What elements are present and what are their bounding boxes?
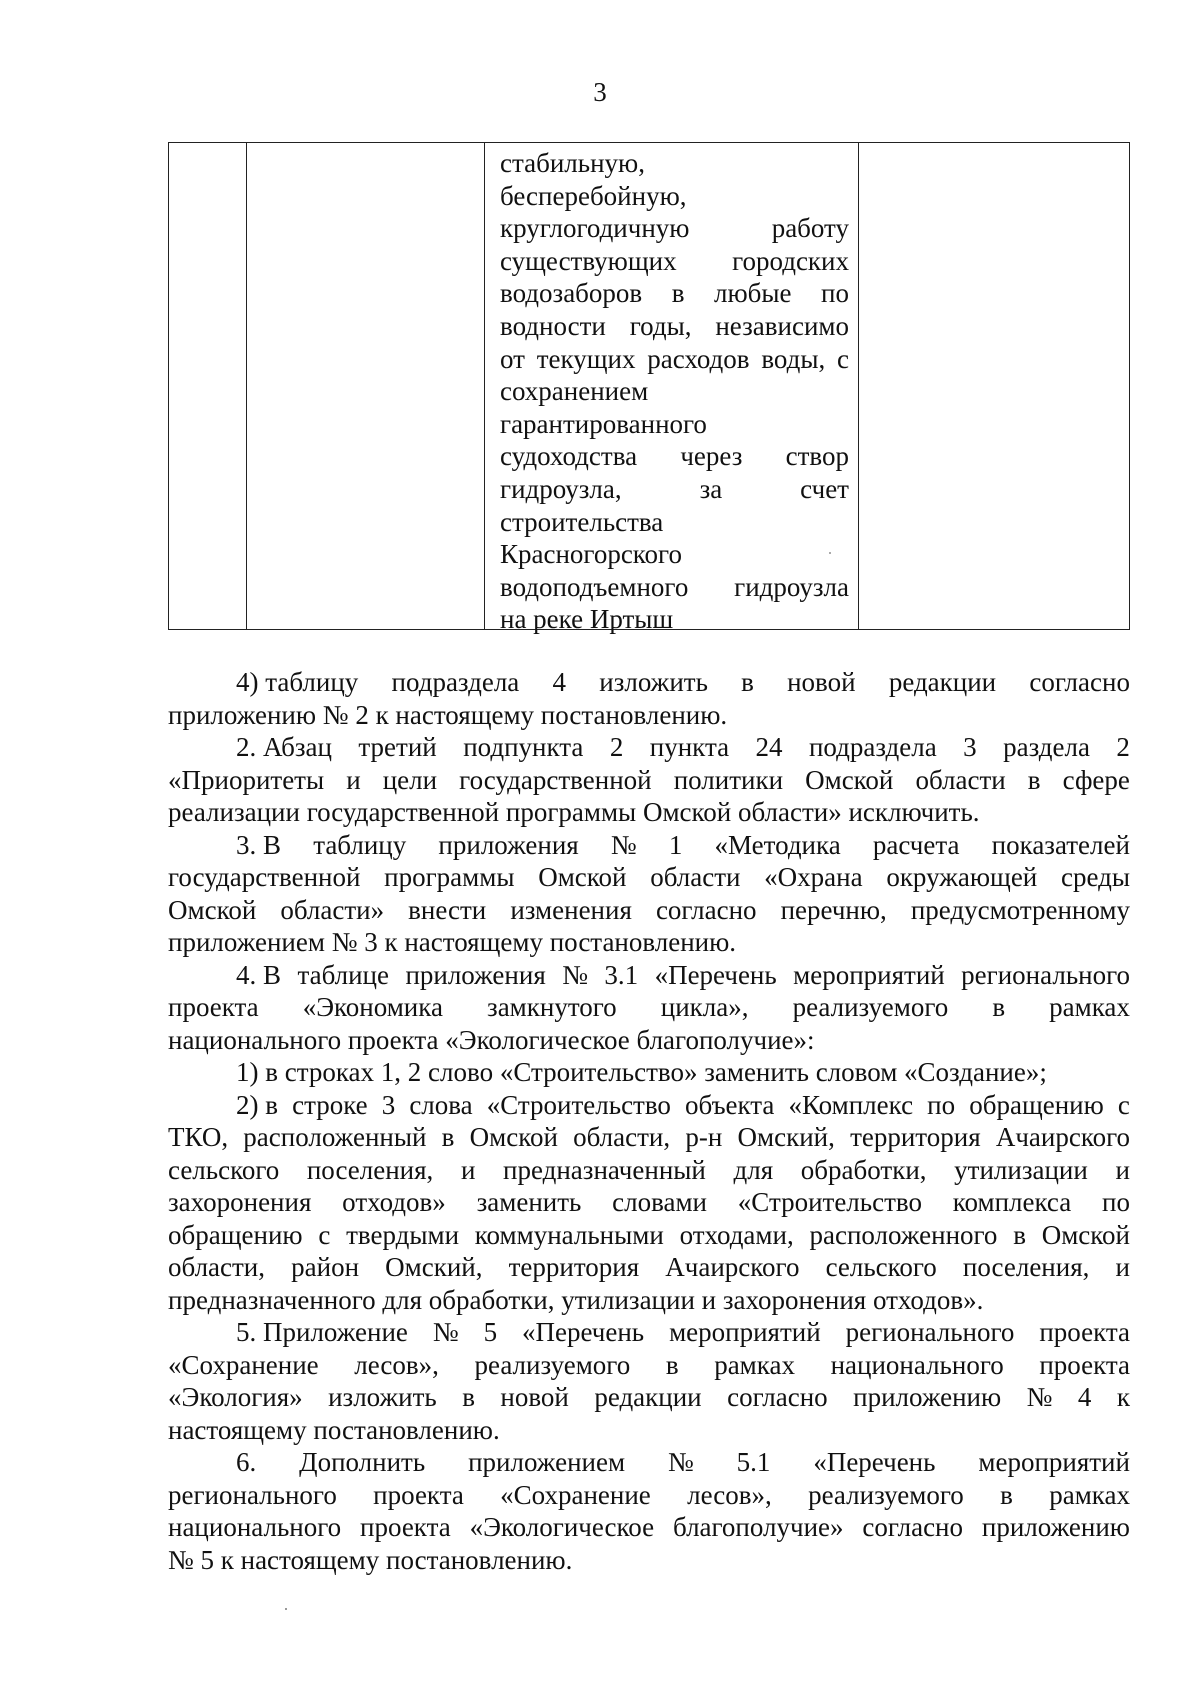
word: подраздела bbox=[391, 667, 520, 697]
word: Омский, bbox=[385, 1252, 483, 1282]
word: в bbox=[741, 667, 754, 697]
word: № bbox=[1026, 1382, 1053, 1412]
word: по bbox=[927, 1089, 956, 1120]
word: лесов», bbox=[687, 1479, 772, 1510]
word: Омской bbox=[538, 862, 627, 892]
table-column-divider bbox=[484, 143, 485, 629]
paragraph-line bbox=[168, 1544, 1130, 1577]
word: и bbox=[1115, 1252, 1130, 1282]
paragraph-line bbox=[168, 1511, 1130, 1544]
word: городских bbox=[732, 245, 849, 276]
paragraph bbox=[168, 1316, 1130, 1446]
word: 1) в строках 1, 2 слово «Строительство» заменить словом «Создание»; bbox=[236, 1057, 1047, 1087]
word: створ bbox=[785, 441, 849, 472]
word: от bbox=[500, 343, 525, 374]
word: приложения bbox=[438, 829, 579, 860]
word: Омской bbox=[469, 1122, 558, 1152]
word: работу bbox=[771, 213, 849, 244]
word: обработки, bbox=[800, 1154, 927, 1185]
word: в bbox=[462, 1382, 475, 1412]
continued-table bbox=[168, 142, 1130, 635]
table-column-divider bbox=[858, 143, 859, 629]
word: к bbox=[1116, 1382, 1130, 1412]
word: существующих bbox=[500, 245, 677, 276]
word: по bbox=[821, 278, 849, 309]
word: благополучие» bbox=[673, 1512, 844, 1542]
word: с bbox=[318, 1219, 331, 1250]
word: цикла», bbox=[660, 992, 749, 1022]
paragraph-line bbox=[168, 666, 1130, 699]
word: «Строительство bbox=[486, 1089, 671, 1120]
word: 2. Абзац bbox=[236, 732, 332, 762]
word: приложению bbox=[853, 1382, 1002, 1412]
word: регионального bbox=[168, 1479, 337, 1510]
table-cell-line bbox=[500, 473, 849, 506]
word: Ачаирского bbox=[995, 1122, 1130, 1152]
word: сельского bbox=[825, 1252, 937, 1282]
word: водности bbox=[500, 310, 606, 341]
word: гарантированного bbox=[500, 408, 707, 439]
paragraph bbox=[168, 666, 1130, 731]
word: 3 bbox=[381, 1089, 396, 1120]
word: отходами, bbox=[679, 1219, 794, 1250]
word: реализации государственной программы Омской области» исключить. bbox=[168, 797, 980, 827]
paragraph-line bbox=[168, 796, 1130, 829]
word: 6. bbox=[236, 1447, 257, 1477]
word: государственной bbox=[168, 862, 361, 892]
paragraph-line bbox=[168, 1479, 1130, 1512]
word: 4 bbox=[1077, 1382, 1092, 1412]
word: гидроузла, bbox=[500, 473, 622, 504]
word: в bbox=[665, 1349, 679, 1380]
table-cell-line bbox=[500, 310, 849, 343]
word: Омский, bbox=[737, 1122, 835, 1152]
word: показателей bbox=[991, 829, 1130, 860]
word: внести bbox=[408, 894, 487, 925]
word: предназначенного для обработки, утилизации и захоронения отходов». bbox=[168, 1284, 984, 1315]
word: области, bbox=[573, 1122, 671, 1152]
word: № bbox=[610, 829, 637, 860]
word: водоподъемного bbox=[500, 571, 689, 602]
word: замкнутого bbox=[487, 992, 617, 1022]
word: с bbox=[1117, 1089, 1130, 1120]
paragraph bbox=[168, 1089, 1130, 1317]
scan-speck bbox=[285, 1608, 287, 1610]
paragraph-line bbox=[168, 1089, 1130, 1122]
word: территория bbox=[850, 1122, 981, 1152]
word: «Сохранение bbox=[168, 1349, 319, 1380]
word: редакции bbox=[888, 667, 997, 697]
word: Красногорского bbox=[500, 539, 682, 570]
word: раздела bbox=[1003, 732, 1090, 762]
word: программы bbox=[384, 862, 515, 892]
paragraph-line bbox=[168, 959, 1130, 992]
paragraph-line bbox=[168, 1121, 1130, 1154]
word: с bbox=[837, 343, 849, 374]
word: 2) в bbox=[236, 1089, 278, 1120]
word: в bbox=[1013, 1219, 1026, 1250]
word: поселения, bbox=[306, 1154, 434, 1185]
word: Омской bbox=[1041, 1219, 1130, 1250]
word: рамках bbox=[714, 1349, 795, 1380]
word: 4 bbox=[552, 667, 567, 697]
word: области bbox=[650, 862, 741, 892]
table-cell-line bbox=[500, 375, 849, 408]
word: «Перечень bbox=[813, 1447, 936, 1477]
word: через bbox=[680, 441, 743, 472]
table-cell-line bbox=[500, 212, 849, 245]
word: сфере bbox=[1062, 764, 1130, 795]
word: в bbox=[441, 1122, 455, 1152]
word: согласно bbox=[727, 1382, 828, 1412]
word: № bbox=[562, 959, 588, 990]
word: отходов» bbox=[342, 1187, 446, 1217]
paragraph bbox=[168, 1056, 1130, 1089]
word: 3 bbox=[963, 732, 977, 762]
word: приложением № 3 к настоящему постановлению. bbox=[168, 927, 737, 957]
word: мероприятий bbox=[669, 1317, 821, 1347]
word: настоящему постановлению. bbox=[168, 1414, 500, 1445]
word: изложить bbox=[599, 667, 708, 697]
word: счет bbox=[800, 473, 849, 504]
word: реализуемого bbox=[474, 1349, 631, 1380]
word: расположенный bbox=[243, 1122, 427, 1152]
word: и bbox=[346, 764, 361, 795]
word: таблице bbox=[297, 959, 389, 990]
table-cell-line bbox=[500, 277, 849, 310]
word: расходов bbox=[647, 343, 750, 374]
word: р-н bbox=[685, 1122, 723, 1152]
table-column-divider bbox=[246, 143, 247, 629]
table-cell-line bbox=[500, 147, 849, 180]
word: третий bbox=[358, 732, 437, 762]
word: строке bbox=[292, 1089, 368, 1120]
paragraph bbox=[168, 829, 1130, 959]
paragraph-line bbox=[168, 1024, 1130, 1057]
word: текущих bbox=[536, 343, 636, 374]
word: любые bbox=[713, 278, 792, 309]
scan-speck bbox=[829, 552, 831, 554]
table-cell-line bbox=[500, 245, 849, 278]
word: «Сохранение bbox=[500, 1479, 651, 1510]
word: коммунальными bbox=[474, 1219, 664, 1250]
word: регионального bbox=[961, 959, 1130, 990]
word: проекта bbox=[1039, 1349, 1130, 1380]
table-cell-line bbox=[500, 343, 849, 376]
word: № bbox=[432, 1317, 459, 1347]
paragraph-line bbox=[168, 894, 1130, 927]
paragraph-line bbox=[168, 1349, 1130, 1382]
word: утилизации bbox=[954, 1154, 1088, 1185]
word: по bbox=[1102, 1187, 1130, 1217]
word: № bbox=[667, 1447, 694, 1477]
word: пункта bbox=[649, 732, 730, 762]
paragraph-line bbox=[168, 829, 1130, 862]
word: «Строительство bbox=[737, 1187, 922, 1217]
word: водозаборов bbox=[500, 278, 643, 309]
word: словами bbox=[612, 1187, 707, 1217]
table-cell-line bbox=[500, 506, 849, 539]
word: № 5 к настоящему постановлению. bbox=[168, 1544, 573, 1575]
word: обращению bbox=[969, 1089, 1104, 1120]
word: 4. В bbox=[236, 959, 282, 990]
word: национального bbox=[168, 1512, 342, 1542]
word: твердыми bbox=[346, 1219, 460, 1250]
word: проекта bbox=[360, 1512, 451, 1542]
paragraph-line bbox=[168, 991, 1130, 1024]
word: «Перечень bbox=[654, 959, 777, 990]
word: регионального bbox=[845, 1317, 1015, 1347]
word: «Перечень bbox=[522, 1317, 645, 1347]
word: области» bbox=[280, 894, 385, 925]
paragraph-line bbox=[168, 1251, 1130, 1284]
word: судоходства bbox=[500, 441, 638, 472]
table-cell-line bbox=[500, 571, 849, 604]
word: области, bbox=[168, 1252, 266, 1282]
word: в bbox=[1027, 764, 1041, 795]
word: в bbox=[992, 992, 1006, 1022]
paragraph-line bbox=[168, 699, 1130, 732]
word: в bbox=[671, 278, 685, 309]
word: сохранением bbox=[500, 376, 649, 407]
word: «Экологическое bbox=[469, 1512, 655, 1542]
word: 5 bbox=[483, 1317, 498, 1347]
word: предназначенный bbox=[503, 1154, 706, 1185]
word: новой bbox=[500, 1382, 569, 1412]
paragraph bbox=[168, 1446, 1130, 1576]
word: 3.1 bbox=[604, 959, 639, 990]
word: «Комплекс bbox=[788, 1089, 914, 1120]
word: таблицу bbox=[313, 829, 407, 860]
word: проекта bbox=[1039, 1317, 1130, 1347]
word: район bbox=[291, 1252, 360, 1282]
word: для bbox=[733, 1154, 774, 1185]
word: объекта bbox=[685, 1089, 775, 1120]
word: изложить bbox=[328, 1382, 437, 1412]
word: воды, bbox=[761, 343, 826, 374]
word: области bbox=[915, 764, 1006, 795]
word: Омской bbox=[168, 894, 257, 925]
word: 5. Приложение bbox=[236, 1317, 408, 1347]
word: строительства bbox=[500, 506, 664, 537]
word: за bbox=[699, 473, 723, 504]
word: комплекса bbox=[952, 1187, 1072, 1217]
word: приложения bbox=[405, 959, 546, 990]
word: 5.1 bbox=[736, 1447, 771, 1477]
word: 24 bbox=[755, 732, 783, 762]
word: гидроузла bbox=[734, 571, 849, 602]
word: «Охрана bbox=[764, 862, 863, 892]
document-body bbox=[168, 666, 1130, 1576]
paragraph-line bbox=[168, 731, 1130, 764]
word: приложению bbox=[981, 1512, 1130, 1542]
word: редакции bbox=[594, 1382, 702, 1412]
paragraph-line bbox=[168, 1446, 1130, 1479]
paragraph-line bbox=[168, 1414, 1130, 1447]
paragraph bbox=[168, 731, 1130, 829]
word: расположенного bbox=[809, 1219, 998, 1250]
word: среды bbox=[1060, 862, 1130, 892]
word: «Экономика bbox=[302, 992, 443, 1022]
word: проекта bbox=[168, 992, 259, 1022]
word: мероприятий bbox=[978, 1447, 1130, 1477]
word: в bbox=[1000, 1479, 1013, 1510]
word: Ачаирского bbox=[665, 1252, 800, 1282]
word: подпункта bbox=[463, 732, 584, 762]
word: государственной bbox=[459, 764, 652, 795]
word: рамках bbox=[1049, 992, 1130, 1022]
word: согласно bbox=[862, 1512, 963, 1542]
word: 4) таблицу bbox=[236, 667, 359, 697]
paragraph-line bbox=[168, 1219, 1130, 1252]
word: лесов», bbox=[354, 1349, 439, 1380]
word: Омской bbox=[805, 764, 894, 795]
word: 1 bbox=[668, 829, 683, 860]
word: Дополнить bbox=[299, 1447, 426, 1477]
word: 2 bbox=[1116, 732, 1130, 762]
word: перечню, bbox=[780, 894, 887, 925]
word: ТКО, bbox=[168, 1122, 229, 1152]
word: «Методика bbox=[714, 829, 841, 860]
paragraph-line bbox=[168, 1316, 1130, 1349]
word: реализуемого bbox=[808, 1479, 964, 1510]
table-cell-line bbox=[500, 440, 849, 473]
word: цели bbox=[382, 764, 438, 795]
word: 3. В bbox=[236, 829, 282, 860]
table-cell-line bbox=[500, 538, 849, 571]
word: рамках bbox=[1049, 1479, 1130, 1510]
word: предусмотренному bbox=[910, 894, 1130, 925]
word: на реке Иртыш bbox=[500, 604, 674, 635]
paragraph-line bbox=[168, 1381, 1130, 1414]
word: территория bbox=[508, 1252, 640, 1282]
page-number: 3 bbox=[593, 77, 607, 107]
paragraph-line bbox=[168, 1154, 1130, 1187]
word: новой bbox=[787, 667, 856, 697]
word: реализуемого bbox=[792, 992, 949, 1022]
table-cell-line bbox=[500, 180, 849, 213]
word: слова bbox=[409, 1089, 473, 1120]
word: поселения, bbox=[962, 1252, 1090, 1282]
word: окружающей bbox=[886, 862, 1038, 892]
word: подраздела bbox=[808, 732, 937, 762]
word: годы, bbox=[629, 310, 692, 341]
word: «Экология» bbox=[168, 1382, 303, 1412]
paragraph-line bbox=[168, 1186, 1130, 1219]
table-cell-line bbox=[500, 408, 849, 441]
word: сельского bbox=[168, 1154, 280, 1185]
word: заменить bbox=[476, 1187, 582, 1217]
table-cell-text bbox=[500, 147, 849, 636]
word: приложению № 2 к настоящему постановлению. bbox=[168, 699, 728, 730]
word: и bbox=[460, 1154, 476, 1185]
word: «Приоритеты bbox=[168, 764, 325, 795]
table-cell-line bbox=[500, 603, 849, 636]
paragraph-line bbox=[168, 926, 1130, 959]
word: бесперебойную, bbox=[500, 180, 687, 211]
word: независимо bbox=[715, 310, 849, 341]
word: стабильную, bbox=[500, 148, 645, 178]
paragraph-line bbox=[168, 1284, 1130, 1317]
word: национального проекта «Экологическое благополучие»: bbox=[168, 1024, 815, 1055]
word: захоронения bbox=[168, 1187, 312, 1217]
paragraph-line bbox=[168, 861, 1130, 894]
word: изменения bbox=[510, 894, 632, 925]
word: расчета bbox=[872, 829, 960, 860]
paragraph bbox=[168, 959, 1130, 1057]
word: обращению bbox=[168, 1219, 303, 1250]
word: мероприятий bbox=[793, 959, 945, 990]
word: круглогодичную bbox=[500, 213, 690, 244]
paragraph-line bbox=[168, 764, 1130, 797]
word: приложением bbox=[468, 1447, 626, 1477]
word: согласно bbox=[1029, 667, 1130, 697]
word: проекта bbox=[373, 1479, 464, 1510]
word: 2 bbox=[609, 732, 624, 762]
paragraph-line bbox=[168, 1056, 1130, 1089]
word: и bbox=[1115, 1154, 1130, 1185]
word: согласно bbox=[655, 894, 757, 925]
word: национального bbox=[830, 1349, 1004, 1380]
word: политики bbox=[673, 764, 784, 795]
